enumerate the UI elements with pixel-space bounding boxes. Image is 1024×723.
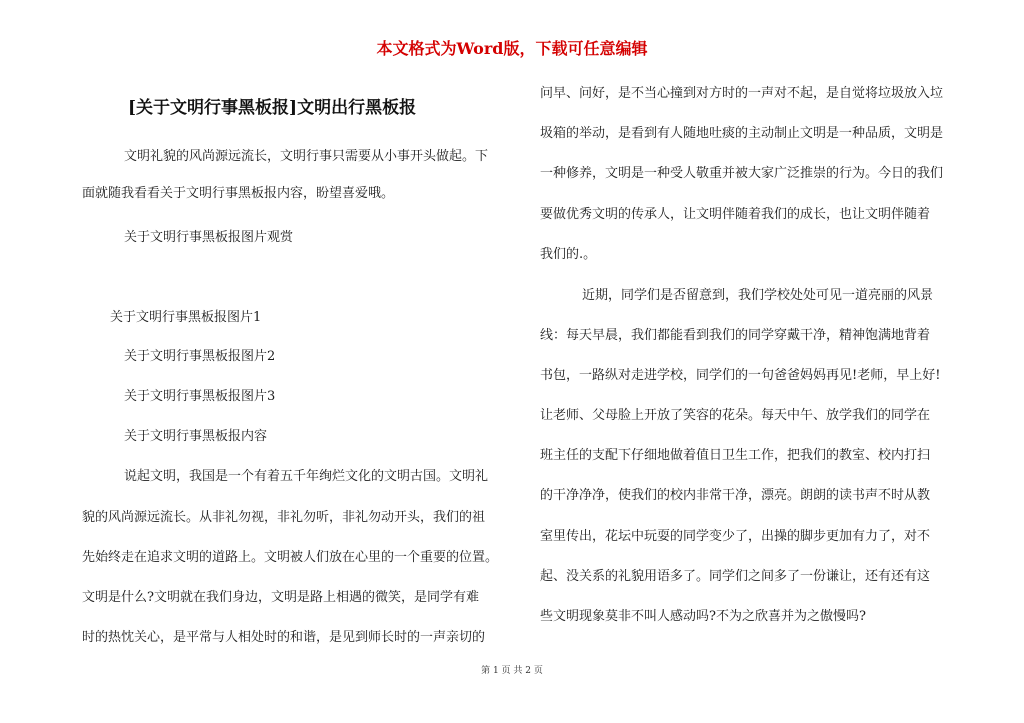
download-banner: 本文格式为Word版，下载可任意编辑 [376, 39, 648, 58]
paragraph-line: 先始终走在追求文明的道路上。文明被人们放在心里的一个重要的位置。 [82, 550, 499, 565]
image-caption: 关于文明行事黑板报图片1 [110, 310, 262, 325]
paragraph-line: 班主任的支配下仔细地做着值日卫生工作，把我们的教室、校内打扫 [540, 448, 931, 463]
paragraph-line: 面就随我看看关于文明行事黑板报内容，盼望喜爱哦。 [82, 186, 395, 201]
paragraph-line: 书包，一路纵对走进学校，同学们的一句爸爸妈妈再见!老师，早上好! [540, 368, 941, 383]
paragraph-line: 时的热忱关心，是平常与人相处时的和谐，是见到师长时的一声亲切的 [82, 630, 486, 645]
paragraph-line: 文明礼貌的风尚源远流长，文明行事只需要从小事开头做起。下 [124, 149, 489, 164]
section-heading: 关于文明行事黑板报内容 [124, 429, 268, 444]
paragraph-line: 起、没关系的礼貌用语多了。同学们之间多了一份谦让，还有还有这 [540, 569, 931, 584]
paragraph-line: 圾箱的举动，是看到有人随地吐痰的主动制止文明是一种品质，文明是 [540, 126, 944, 141]
paragraph-line: 问早、问好，是不当心撞到对方时的一声对不起，是自觉将垃圾放入垃 [540, 86, 944, 101]
paragraph-line: 让老师、父母脸上开放了笑容的花朵。每天中午、放学我们的同学在 [540, 408, 931, 423]
image-caption: 关于文明行事黑板报图片3 [124, 389, 276, 404]
paragraph-line: 的干净净净，使我们的校内非常干净，漂亮。朗朗的读书声不时从教 [540, 488, 931, 503]
paragraph-line: 文明是什么?文明就在我们身边，文明是路上相遇的微笑，是同学有难 [82, 590, 479, 605]
paragraph-line: 我们的.。 [540, 247, 597, 262]
image-caption: 关于文明行事黑板报图片2 [124, 349, 276, 364]
paragraph-line: 些文明现象莫非不叫人感动吗?不为之欣喜并为之傲慢吗? [540, 609, 866, 624]
paragraph-line: 线：每天早晨，我们都能看到我们的同学穿戴干净，精神饱满地背着 [540, 328, 931, 343]
document-title: [关于文明行事黑板报]文明出行黑板报 [128, 98, 417, 118]
paragraph-line: 近期，同学们是否留意到，我们学校处处可见一道亮丽的风景 [582, 288, 934, 303]
page-number: 第 1 页 共 2 页 [481, 666, 543, 676]
paragraph-line: 室里传出，花坛中玩耍的同学变少了，出操的脚步更加有力了，对不 [540, 529, 931, 544]
paragraph-line: 要做优秀文明的传承人，让文明伴随着我们的成长，也让文明伴随着 [540, 207, 931, 222]
paragraph-line: 说起文明，我国是一个有着五千年绚烂文化的文明古国。文明礼 [124, 469, 489, 484]
paragraph-line: 貌的风尚源远流长。从非礼勿视，非礼勿听，非礼勿动开头，我们的祖 [82, 510, 486, 525]
paragraph-line: 一种修养，文明是一种受人敬重并被大家广泛推崇的行为。今日的我们 [540, 166, 944, 181]
paragraph-line: 关于文明行事黑板报图片观赏 [124, 230, 294, 245]
